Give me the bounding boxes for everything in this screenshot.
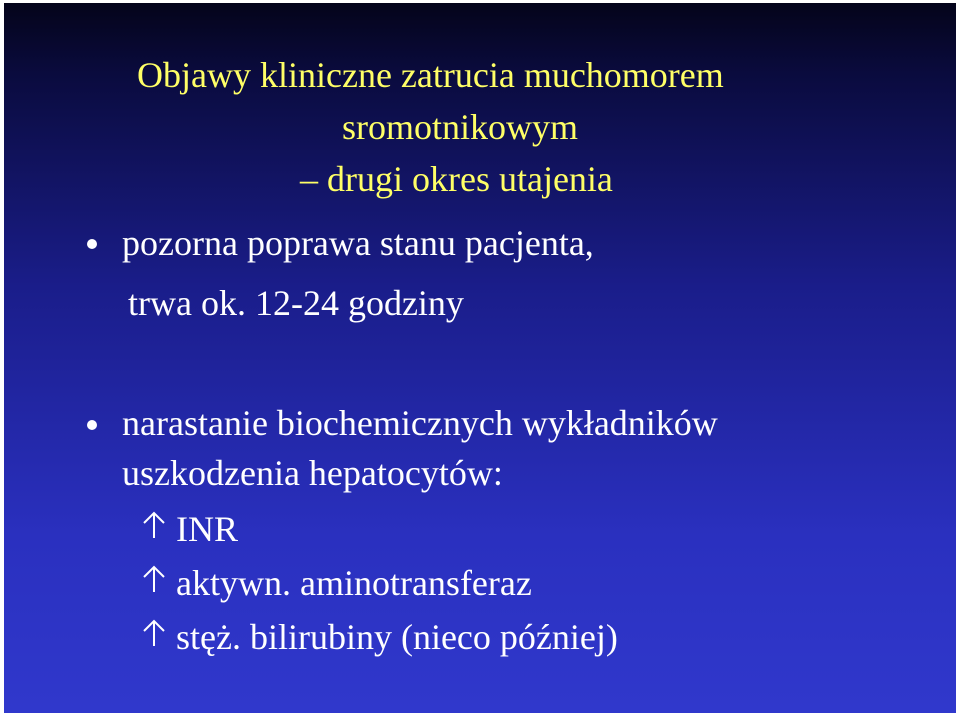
bullet-1-line-2: trwa ok. 12-24 godziny bbox=[128, 283, 464, 323]
up-arrow-icon bbox=[142, 565, 166, 593]
slide bbox=[4, 3, 956, 713]
bullet-2-line-1: narastanie biochemicznych wykładników bbox=[122, 403, 718, 443]
bullet-1-line-1: pozorna poprawa stanu pacjenta, bbox=[122, 223, 594, 263]
slide-title-line-1: Objawy kliniczne zatrucia muchomorem bbox=[137, 55, 724, 95]
subitem-aminotransferases: aktywn. aminotransferaz bbox=[176, 563, 532, 603]
bullet-point-icon bbox=[87, 420, 97, 430]
up-arrow-icon bbox=[142, 511, 166, 539]
bullet-point-icon bbox=[87, 239, 97, 249]
slide-title-line-2: sromotnikowym bbox=[342, 107, 579, 147]
bullet-2-line-2: uszkodzenia hepatocytów: bbox=[122, 453, 503, 493]
subitem-inr: INR bbox=[176, 509, 238, 549]
slide-title-line-3: – drugi okres utajenia bbox=[300, 159, 613, 199]
subitem-bilirubin: stęż. bilirubiny (nieco później) bbox=[176, 617, 618, 657]
up-arrow-icon bbox=[142, 619, 166, 647]
